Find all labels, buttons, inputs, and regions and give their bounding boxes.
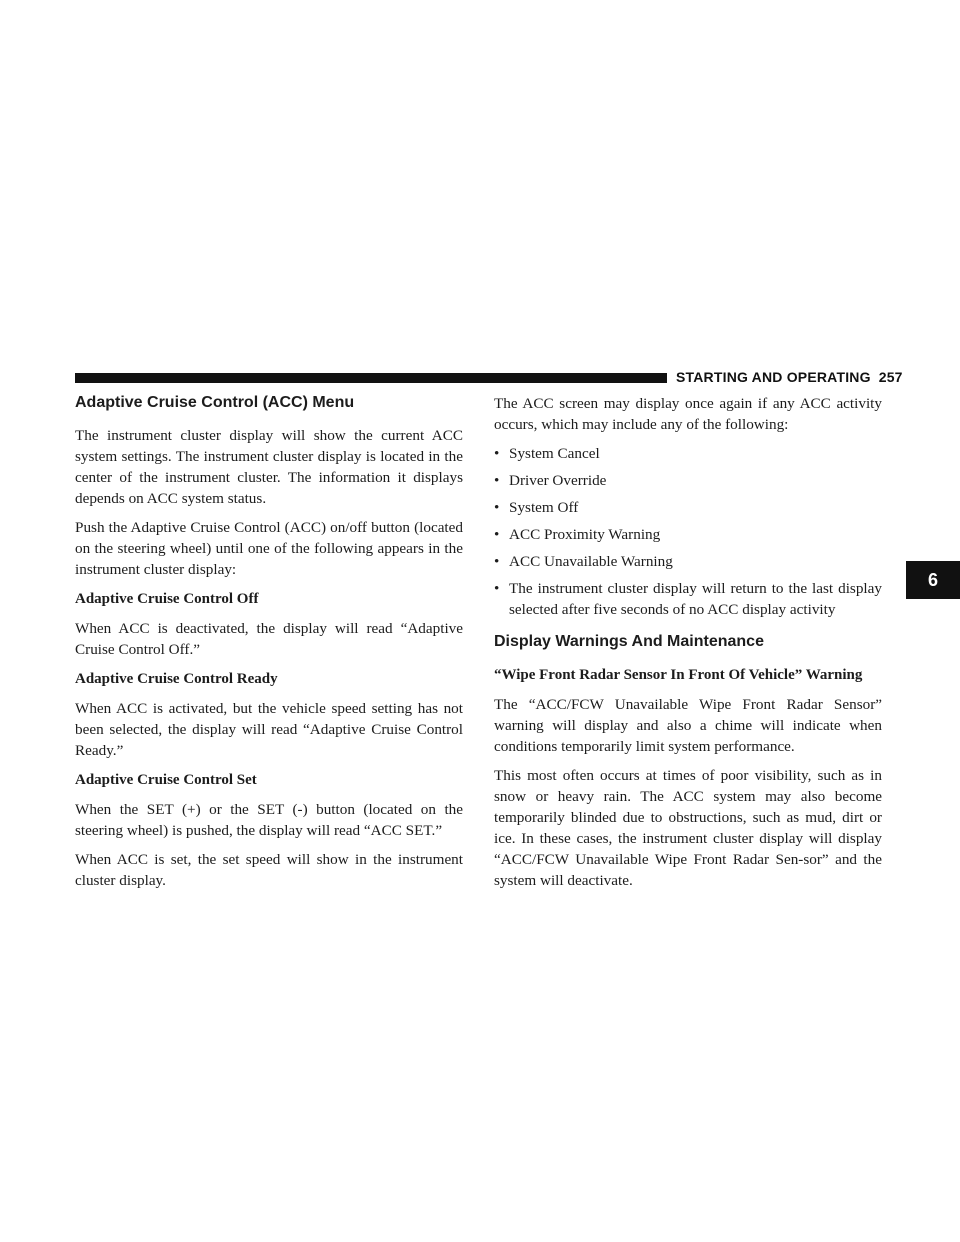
- subheading-acc-off: Adaptive Cruise Control Off: [75, 591, 259, 607]
- bullet-icon: •: [494, 499, 500, 516]
- subheading-wipe-radar-warning: “Wipe Front Radar Sensor In Front Of Vehicle” Warning: [494, 667, 863, 683]
- paragraph-acc-set-speed: When ACC is set, the set speed will show in the instrument cluster display.: [75, 851, 463, 889]
- intro-paragraph: Push the Adaptive Cruise Control (ACC) on/off button (located on the steering wheel) until one of the following appears in the instrument cluster display:: [75, 519, 463, 578]
- paragraph-acc-set: When the SET (+) or the SET (-) button (located on the steering wheel) is pushed, the display will read “ACC SET.”: [75, 801, 463, 839]
- paragraph-acc-ready: When ACC is activated, but the vehicle speed setting has not been selected, the display will read “Adaptive Cruise Control Ready.”: [75, 700, 463, 759]
- list-item: • System Off: [494, 499, 579, 516]
- bullet-icon: •: [494, 553, 500, 570]
- section-title: STARTING AND OPERATING: [676, 369, 871, 385]
- running-header: [676, 369, 903, 385]
- list-item: • System Cancel: [494, 445, 600, 462]
- subheading-acc-set: Adaptive Cruise Control Set: [75, 772, 257, 788]
- list-item: • ACC Unavailable Warning: [494, 553, 673, 570]
- bullet-icon: •: [494, 580, 500, 597]
- intro-paragraph: The instrument cluster display will show the current ACC system settings. The instrument cluster display is located in the center of the instrument cluster. The information it displays depends on ACC system status.: [75, 427, 463, 507]
- list-item: • The instrument cluster display will return to the last display selected after five seconds of no ACC display activity: [494, 580, 882, 618]
- bullet-icon: •: [494, 472, 500, 489]
- section-heading-acc-menu: Adaptive Cruise Control (ACC) Menu: [75, 394, 355, 411]
- page-number: 257: [878, 369, 903, 385]
- section-heading-display-warnings: Display Warnings And Maintenance: [494, 633, 764, 650]
- bullet-icon: •: [494, 526, 500, 543]
- acc-screen-intro: The ACC screen may display once again if any ACC activity occurs, which may include any of the following:: [494, 395, 882, 433]
- paragraph-acc-off: When ACC is deactivated, the display will read “Adaptive Cruise Control Off.”: [75, 620, 463, 658]
- acc-activity-list: [494, 443, 882, 620]
- chapter-tab: 6: [906, 561, 960, 599]
- left-column: [75, 393, 463, 899]
- list-item: • ACC Proximity Warning: [494, 526, 661, 543]
- bullet-icon: •: [494, 445, 500, 462]
- list-item: • Driver Override: [494, 472, 607, 489]
- paragraph-warning-description: The “ACC/FCW Unavailable Wipe Front Radar Sensor” warning will display and also a chime will indicate when conditions temporarily limit system performance.: [494, 696, 882, 755]
- right-column: [494, 393, 882, 899]
- header-rule: [75, 373, 667, 383]
- paragraph-poor-visibility: This most often occurs at times of poor visibility, such as in snow or heavy rain. The ACC system may also become temporarily blinded due to obstructions, such as mud, dirt or ice. In these cases, the instrument cluster display will display “ACC/FCW Unavailable Wipe Front Radar Sen-sor” and the system will deactivate.: [494, 767, 882, 889]
- subheading-acc-ready: Adaptive Cruise Control Ready: [75, 671, 278, 687]
